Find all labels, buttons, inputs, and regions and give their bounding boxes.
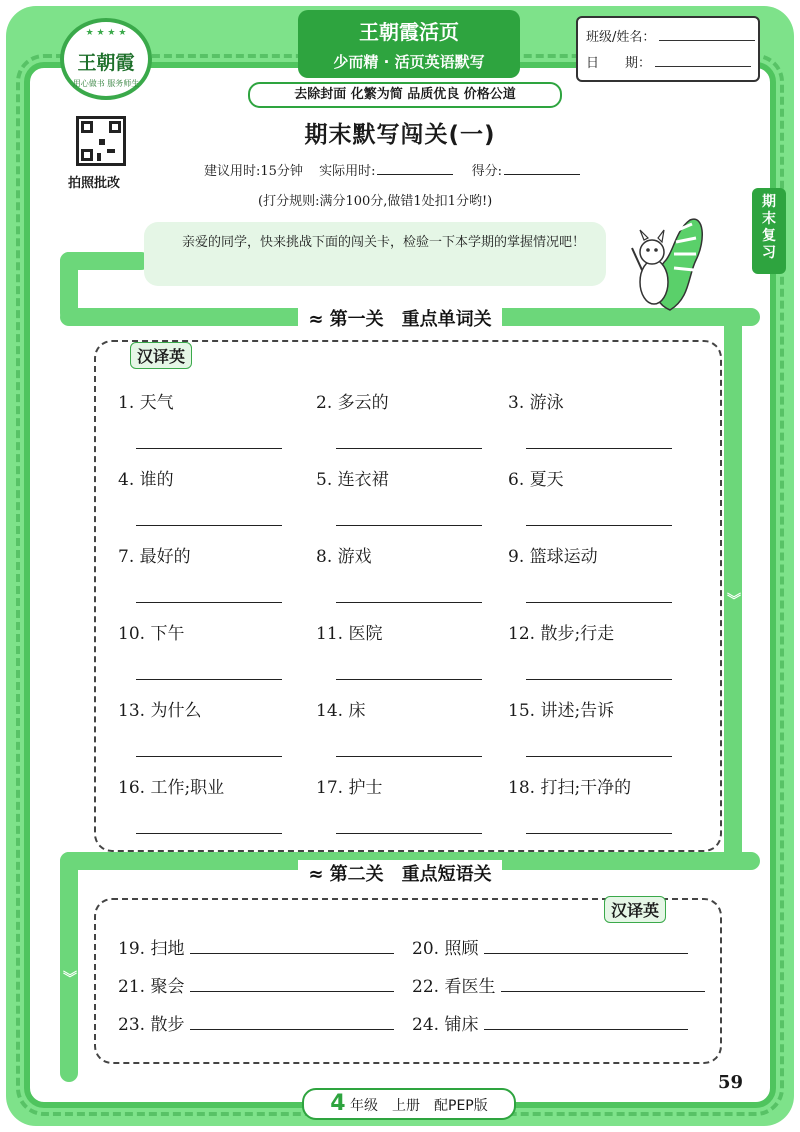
page-number: 59 (718, 1072, 744, 1093)
phrase-answer-blank[interactable] (501, 977, 705, 992)
phrase-prompt: 21. 聚会 (118, 977, 185, 997)
phrase-prompt: 24. 铺床 (412, 1015, 479, 1035)
grade-banner (302, 1088, 516, 1120)
phrase-answer-blank[interactable] (484, 1015, 688, 1030)
logo-subtext: 用心做书 服务师生 (72, 79, 140, 88)
class-name-row (586, 26, 755, 45)
phrase-answer-blank[interactable] (190, 939, 394, 954)
word-answer-blank[interactable] (136, 448, 282, 449)
word-prompt: 4. 谁的 (118, 470, 174, 490)
section2-title: ≈ 第二关 重点短语关 (298, 860, 501, 886)
word-prompt: 3. 游泳 (508, 393, 564, 413)
publisher-logo (60, 18, 152, 100)
track-segment (724, 308, 742, 868)
word-answer-blank[interactable] (336, 833, 482, 834)
phrase-prompt: 20. 照顾 (412, 939, 479, 959)
chevron-down-icon: ︾ (727, 593, 741, 609)
word-prompt: 1. 天气 (118, 393, 174, 413)
score-label: 得分: (471, 164, 502, 179)
word-prompt: 16. 工作;职业 (118, 778, 225, 798)
word-answer-blank[interactable] (336, 679, 482, 680)
section1-title-wrap (0, 305, 800, 331)
word-prompt: 12. 散步;行走 (508, 624, 615, 644)
word-answer-blank[interactable] (526, 679, 672, 680)
page-title: 期末默写闯关(一) (304, 122, 496, 148)
word-prompt: 14. 床 (316, 701, 366, 721)
phrase-answer-blank[interactable] (484, 939, 688, 954)
word-prompt: 8. 游戏 (316, 547, 372, 567)
word-answer-blank[interactable] (136, 525, 282, 526)
phrase-answer-blank[interactable] (190, 1015, 394, 1030)
side-tab-final-review (752, 188, 786, 274)
date-row (586, 52, 751, 71)
word-answer-blank[interactable] (336, 602, 482, 603)
word-answer-blank[interactable] (526, 448, 672, 449)
word-answer-blank[interactable] (136, 833, 282, 834)
word-answer-blank[interactable] (136, 756, 282, 757)
word-answer-blank[interactable] (336, 448, 482, 449)
class-name-field[interactable] (659, 28, 755, 41)
word-answer-blank[interactable] (136, 679, 282, 680)
side-tab-text: 期末复习 (762, 194, 776, 261)
actual-time-field[interactable] (377, 162, 453, 175)
phrase-prompt: 22. 看医生 (412, 977, 496, 997)
word-prompt: 7. 最好的 (118, 547, 191, 567)
slogan: 去除封面 化繁为简 品质优良 价格公道 (248, 82, 562, 108)
word-prompt: 2. 多云的 (316, 393, 389, 413)
chevron-down-icon: ︾ (63, 971, 77, 987)
qr-label: 拍照批改 (68, 176, 121, 191)
suggested-time: 建议用时:15分钟 (204, 164, 303, 179)
word-answer-blank[interactable] (136, 602, 282, 603)
word-prompt: 13. 为什么 (118, 701, 202, 721)
word-prompt: 17. 护士 (316, 778, 383, 798)
squirrel-mascot-icon (626, 210, 706, 320)
grade-number: 4 (330, 1091, 346, 1116)
actual-time-label: 实际用时: (319, 164, 376, 179)
track-segment (60, 852, 78, 1082)
word-prompt: 6. 夏天 (508, 470, 564, 490)
word-answer-blank[interactable] (526, 525, 672, 526)
word-answer-blank[interactable] (336, 756, 482, 757)
phrase-item (412, 934, 688, 959)
student-info-box (576, 16, 760, 82)
phrase-answer-blank[interactable] (190, 977, 394, 992)
phrase-item (412, 1010, 688, 1035)
logo-text: 王朝霞 (77, 52, 135, 74)
timing-line (204, 160, 594, 179)
section1-title: ≈ 第一关 重点单词关 (298, 305, 501, 331)
word-prompt: 18. 打扫;干净的 (508, 778, 632, 798)
date-label: 日 期： (586, 56, 652, 71)
word-answer-blank[interactable] (526, 602, 672, 603)
date-field[interactable] (655, 54, 751, 67)
banner-subtitle: 少而精 · 活页英语默写 (333, 53, 485, 71)
phrase-item (412, 972, 705, 997)
section2-tag: 汉译英 (604, 896, 666, 923)
banner-title: 王朝霞活页 (359, 20, 459, 44)
class-name-label: 班级/姓名： (586, 30, 656, 45)
score-field[interactable] (504, 162, 580, 175)
phrase-prompt: 19. 扫地 (118, 939, 185, 959)
phrase-prompt: 23. 散步 (118, 1015, 185, 1035)
section2-title-wrap (0, 860, 800, 886)
word-prompt: 10. 下午 (118, 624, 185, 644)
header-banner (298, 10, 520, 78)
word-answer-blank[interactable] (336, 525, 482, 526)
word-prompt: 9. 篮球运动 (508, 547, 598, 567)
intro-bubble: 亲爱的同学，快来挑战下面的闯关卡，检验一下本学期的掌握情况吧！ (144, 222, 606, 286)
logo-stars: ★ ★ ★ ★ (85, 28, 127, 38)
word-prompt: 11. 医院 (316, 624, 383, 644)
section1-tag: 汉译英 (130, 342, 192, 369)
grade-text: 年级 上册 配PEP版 (350, 1098, 488, 1114)
phrase-item (118, 1010, 394, 1035)
word-prompt: 5. 连衣裙 (316, 470, 389, 490)
word-answer-blank[interactable] (526, 833, 672, 834)
phrase-item (118, 972, 394, 997)
phrase-item (118, 934, 394, 959)
scoring-rules: (打分规则:满分100分,做错1处扣1分哟!) (258, 194, 493, 209)
word-answer-blank[interactable] (526, 756, 672, 757)
word-prompt: 15. 讲述;告诉 (508, 701, 615, 721)
